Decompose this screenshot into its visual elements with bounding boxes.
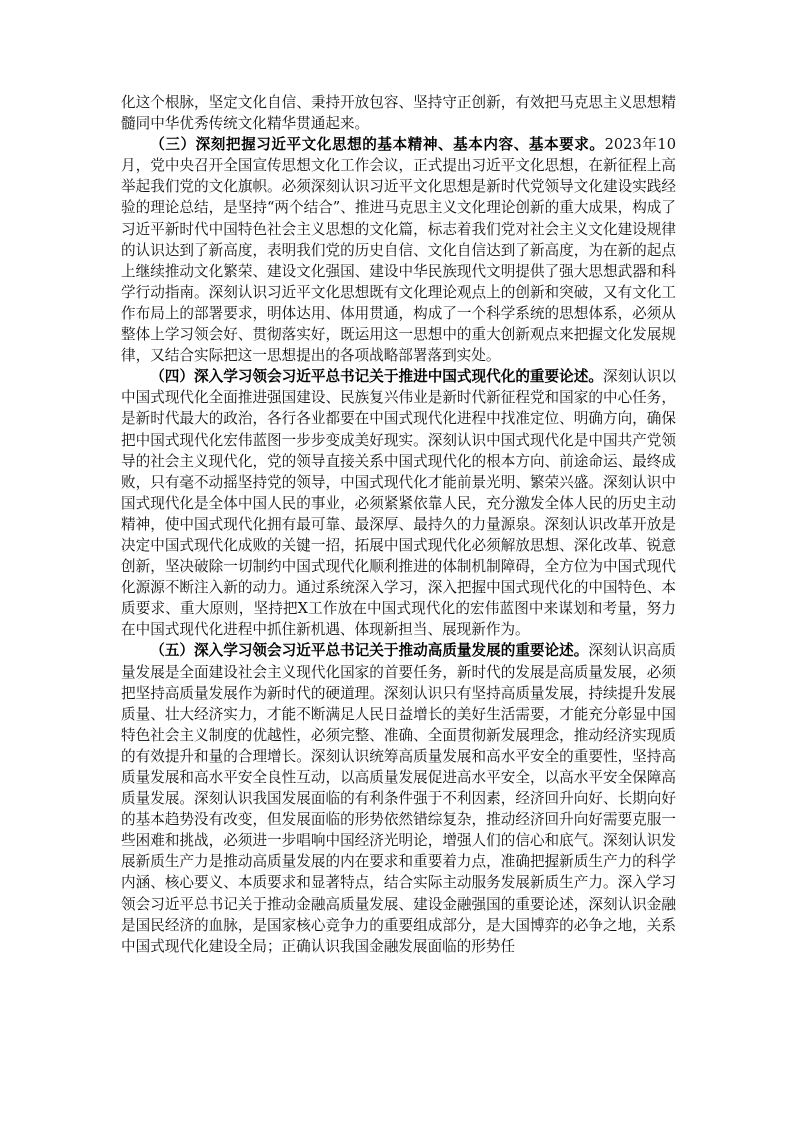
paragraph-text: 深刻认识高质量发展是全面建设社会主义现代化国家的首要任务，新时代的发展是高质量发展，必须把坚持高质量发展作为新时代的硬道理。深刻认识只有坚持高质量发展，持续提升发展质量、壮大经济实力，才能不断满足人民日益增长的美好生活需要，才能充分彰显中国特色社会主义制度的优越性，必须完整、准确、全面贯彻新发展理念，推动经济实现质的有效提升和量的合理增长。深刻认识统筹高质量发展和高水平安全的重要性，坚持高质量发展和高水平安全良性互动，以高质量发展促进高水平安全，以高水平安全保障高质量发展。深刻认识我国发展面临的有利条件强于不利因素，经济回升向好、长期向好的基本趋势没有改变，但发展面临的形势依然错综复杂，推动经济回升向好需要克服一些困难和挑战，必须进一步唱响中国经济光明论，增强人们的信心和底气。深刻认识发展新质生产力是推动高质量发展的内在要求和重要着力点，准确把握新质生产力的科学内涵、核心要义、本质要求和显著特点，结合实际主动服务发展新质生产力。深入学习领会习近平总书记关于推动金融高质量发展、建设金融强国的重要论述，深刻认识金融是国民经济的血脉，是国家核心竞争力的重要组成部分，是大国博弈的必争之地，关系中国式现代化建设全局；正确认识我国金融发展面临的形势任 — [121, 642, 676, 955]
section-heading: （四）深入学习领会习近平总书记关于推进中国式现代化的重要论述。 — [150, 368, 603, 386]
paragraph-section-5 — [121, 640, 676, 956]
paragraph-text: 深刻认识以中国式现代化全面推进强国建设、民族复兴伟业是新时代新征程党和国家的中心任务，是新时代最大的政治，各行各业都要在中国式现代化进程中找准定位、明确方向，确保把中国式现代化宏伟蓝图一步步变成美好现实。深刻认识中国式现代化是中国共产党领导的社会主义现代化，党的领导直接关系中国式现代化的根本方向、前途命运、最终成败，只有毫不动摇坚持党的领导，中国式现代化才能前景光明、繁荣兴盛。深刻认识中国式现代化是全体中国人民的事业，必须紧紧依靠人民，充分激发全体人民的历史主动精神，使中国式现代化拥有最可靠、最深厚、最持久的力量源泉。深刻认识改革开放是决定中国式现代化成败的关键一招，拓展中国式现代化必须解放思想、深化改革、锐意创新，坚决破除一切制约中国式现代化顺利推进的体制机制障碍，全方位为中国式现代化源源不断注入新的动力。通过系统深入学习，深入把握中国式现代化的中国特色、本质要求、重大原则，坚持把X工作放在中国式现代化的宏伟蓝图中来谋划和考量，努力在中国式现代化进程中抓住新机遇、体现新担当、展现新作为。 — [121, 368, 676, 639]
section-heading: （五）深入学习领会习近平总书记关于推动高质量发展的重要论述。 — [150, 642, 589, 660]
document-body — [121, 92, 676, 957]
paragraph-text: 2023年10月，党中央召开全国宣传思想文化工作会议，正式提出习近平文化思想，在新征程上高举起我们党的文化旗帜。必须深刻认识习近平文化思想是新时代党领导文化建设实践经验的理论总结，是坚持“两个结合”、推进马克思主义文化理论创新的重大成果，构成了习近平新时代中国特色社会主义思想的文化篇，标志着我们党对社会主义文化建设规律的认识达到了新高度，表明我们党的历史自信、文化自信达到了新高度，为在新的起点上继续推动文化繁荣、建设文化强国、建设中华民族现代文明提供了强大思想武器和科学行动指南。深刻认识习近平文化思想既有文化理论观点上的创新和突破，又有文化工作布局上的部署要求，明体达用、体用贯通，构成了一个科学系统的思想体系，必须从整体上学习领会好、贯彻落实好，既运用这一思想中的重大创新观点来把握文化发展规律，又结合实际把这一思想提出的各项战略部署落到实处。 — [121, 136, 676, 365]
paragraph-section-4 — [121, 366, 676, 640]
paragraph-text: 化这个根脉，坚定文化自信、秉持开放包容、坚持守正创新，有效把马克思主义思想精髓同中华优秀传统文化精华贯通起来。 — [121, 94, 676, 133]
section-heading: （三）深刻把握习近平文化思想的基本精神、基本内容、基本要求。 — [150, 136, 605, 154]
paragraph-section-3 — [121, 134, 676, 366]
paragraph-continuation — [121, 92, 676, 134]
